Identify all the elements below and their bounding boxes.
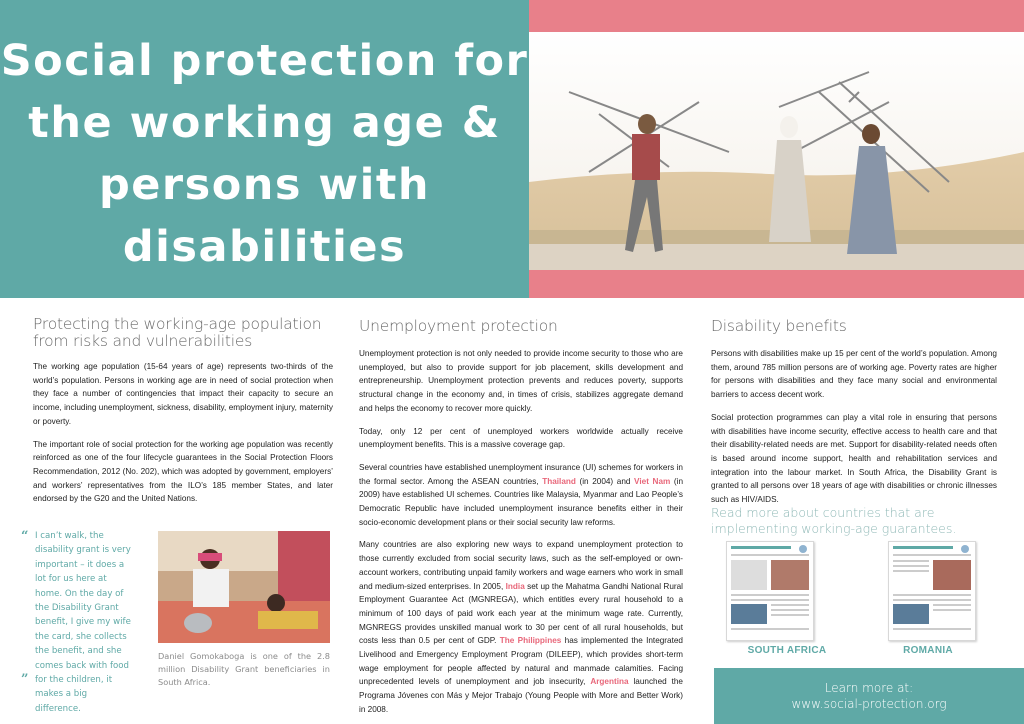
text-run: set up the Mahatma Gandhi National Rural Employment Guarantee Act (MGNREGA), which entitles every rural household to a minimum of 100 days of paid work each year at the minimum wage rate. Currently, MGNREGS provides unskilled manual work to 30 per cent of all rural households, but costs less than 0.5 per cent of GDP. (359, 581, 683, 646)
read-more-heading: Read more about countries that are implementing working-age guarantees. (711, 505, 957, 536)
document-thumbnail-graphic (889, 542, 975, 640)
section-heading-disability: Disability benefits (711, 317, 847, 335)
website-link[interactable]: www.social-protection.org (791, 697, 947, 711)
section-heading-working-age: Protecting the working-age population from risks and vulnerabilities (33, 315, 322, 350)
pink-band-bottom (529, 270, 1024, 298)
paragraph: The working age population (15-64 years of age) represents two-thirds of the world’s population. Persons in working age are in need of social protection when they face a number of contingencies that impact their capacity to secure an income, including unemployment, sickness, disability, employment injury, maternity or poverty. (33, 362, 333, 426)
quote-open-mark: “ (21, 529, 29, 544)
highlight-thailand: Thailand (542, 476, 576, 486)
column-disability (711, 318, 997, 516)
unemployment-text (359, 347, 683, 717)
beneficiary-quote: I can’t walk, the disability grant is very important – it does a lot for us here at home. On the day of the Disability Grant benefit, I give my wife the card, she collects the benefit, and she comes back with food for the children, it makes a big difference. (35, 531, 131, 714)
section-heading-unemployment: Unemployment protection (359, 317, 558, 335)
text-run: (in 2009) have established UI schemes. Countries like Malaysia, Myanmar and Lao People’s Democratic Republic have included unemployment insurance benefits either in their socio-economic development plans or their social security law reforms. (359, 476, 683, 527)
photo-caption: Daniel Gomokaboga is one of the 2.8 million Disability Grant beneficiaries in South Africa. (158, 651, 330, 687)
disability-text (711, 347, 997, 507)
title-line-3: persons with (98, 160, 431, 210)
paragraph: Social protection programmes can play a vital role in ensuring that persons with disabilities have income security, effective access to health care and that their disability-related needs are met. Support for disability-related needs often is based around income support, health and rehabilitation services and integration into the labour market. In South Africa, the Disability Grant is granted to all persons over 18 years of age with disabilities or chronic illnesses such as HIV/AIDS. (711, 412, 997, 505)
disability-grant-beneficiary-photo (158, 531, 330, 643)
title-line-1: Social protection for (0, 36, 529, 86)
text-run: Several countries have established unemployment insurance (UI) schemes for workers in the formal sector. Among the ASEAN countries, (359, 462, 683, 486)
learn-more-box[interactable] (714, 668, 1024, 724)
highlight-vietnam: Viet Nam (634, 476, 671, 486)
page-title (0, 30, 529, 278)
hero-title-panel (0, 0, 529, 298)
paragraph (359, 538, 683, 716)
title-line-2: the working age & (28, 98, 501, 148)
learn-more-label: Learn more at: (824, 681, 914, 695)
column-unemployment (359, 318, 683, 724)
paragraph: Unemployment protection is not only needed to provide income security to those who are unemployed, but also to provide support for job placement, skills development and entrepreneurship. Unemployment protection prevents and reduces poverty, supports structural change in the economy and, in times of crisis, stabilizes aggregate demand and helps the economy to recover more quickly. (359, 349, 683, 413)
title-line-4: disabilities (122, 222, 407, 272)
paragraph: Today, only 12 per cent of unemployed workers worldwide actually receive unemployment benefits. This is a massive coverage gap. (359, 426, 683, 450)
highlight-argentina: Argentina (590, 677, 629, 687)
romania-brief-thumbnail[interactable] (888, 541, 976, 641)
document-thumbnail-graphic (727, 542, 813, 640)
country-label-south-africa[interactable]: SOUTH AFRICA (747, 645, 827, 656)
text-run: launched the Programa Jóvenes con Más y Mejor Trabajo (Young People with More and Better Work) in 2008. (359, 677, 683, 714)
column-working-age (33, 316, 333, 515)
paragraph: Persons with disabilities make up 15 per cent of the world’s population. Among them, around 785 million persons are of working age. Poverty rates are higher for persons with disabilities and they face many social and environmental barriers to access decent work. (711, 349, 997, 400)
country-label-romania[interactable]: ROMANIA (903, 645, 953, 656)
paragraph: The important role of social protection for the working age population was recently reinforced as one of the four lifecycle guarantees in the Social Protection Floors Recommendation, 2012 (No. 202), which was adopted by government, employers’ and workers’ representatives from the ILO’s 185 member States, and later endorsed by the G20 and the United Nations. (33, 439, 333, 504)
highlight-philippines: The Philippines (499, 636, 562, 646)
text-run: has implemented the Integrated Livelihood and Emergency Employment Program (DILEEP), which provides short-term wage employment for people affected by natural and manmade calamities. Facing unprecedented levels of unemployment and job insecurity, (359, 636, 683, 687)
pink-band-top (529, 0, 1024, 32)
paragraph (359, 461, 683, 530)
south-africa-brief-thumbnail[interactable] (726, 541, 814, 641)
quote-close-mark: ” (21, 672, 29, 687)
text-run: (in 2004) and (575, 476, 635, 486)
working-age-text (33, 360, 333, 506)
text-run: Many countries are also exploring new ways to expand unemployment protection to those currently excluded from social security laws, such as the self-employed or own-account workers, contributing unpaid family workers and wage earners who work in small and medium-sized enterprises. In 2005, (359, 540, 683, 591)
highlight-india: India (505, 581, 525, 591)
workers-carrying-ladders-photo (529, 32, 1024, 270)
